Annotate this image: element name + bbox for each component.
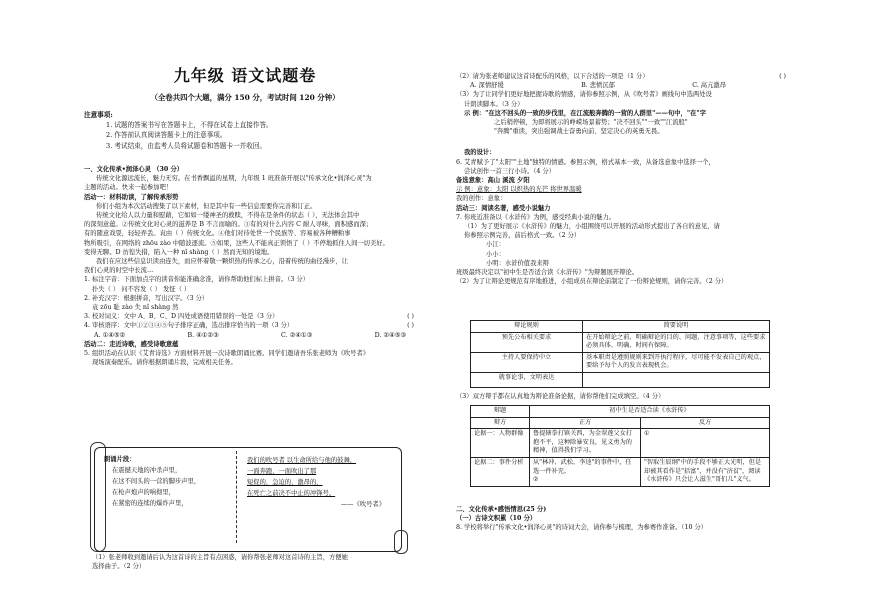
debate-evidence-table [470,405,770,487]
example-line: 之后稍停顿，为即将展示的峥嵘场景蓄势；"决不回头""一致""江流般" [494,119,688,127]
table-cell: 反方 [641,417,770,429]
question-6-line: 尝试创作一首三行小诗。（4 分） [464,167,556,175]
question-1: 1. 标注字音：下面加点字的读音你能准确念准，请你帮助他们标上拼音。（3 分） [84,276,309,284]
answer-line: 小明：水浒价值我来辩 [486,259,549,267]
my-creation-label: 我的创作：意象： [456,195,507,203]
notes-heading: 注意事项: [84,111,113,119]
paragraph-line: 你们小组为本次活动搜集了以下素材，但是其中有一些信息需要你完善和订正。 [96,202,317,210]
question-5-3-line: 计朗读脚本。（3 分） [464,100,524,108]
section-heading: 一、文化传承•润泽心灵 （30 分） [84,166,184,173]
table-cell: 辩方 [471,417,530,429]
left-column-part2 [84,553,414,571]
question-5-2-text: （2）请为张老师建议这首诗配乐的风格，以下合适的一项是（1 分） [456,73,649,80]
question-8: 8. 学校将举行"传承文化•润泽心灵"的诗词大会，请你参与梳理，为参赛作准备。（10 分） [456,524,708,532]
question-4-text: 4. 审核语序：文中①②③④⑤句子排序正确，选出排序恰当的一项（3 分） [84,322,294,330]
question-5: 5. 组织活动在认识《艾青诗选》方面材料开展一次诗歌朗诵比赛。同学们邀请吾乐张老师为《吹号者》 [84,350,370,358]
table-cell: 论据二：事件分析 [471,457,530,486]
table-cell: 预先公布相关要求 [471,332,583,352]
question-5-2: （2）请为张老师建议这首诗配乐的风格，以下合适的一项是（1 分） ( ) [456,73,786,80]
left-column-part1 [84,165,414,367]
question-2-blanks[interactable]: 袁 zōu 耻 zào 失 nǐ shàng 然 [92,304,179,312]
poem-left [104,454,229,509]
intro-line: 主题的活动。快来一起参加吧！ [84,184,173,192]
activity-heading: 活动一：材料助读，了解传承形势 [84,193,179,201]
table-header: 简要说明 [583,321,770,333]
note-item: 3. 考试结束，由监考人员将试题卷和答题卡一并收回。 [106,141,267,150]
paragraph-line: 我们心灵的时空中长流… [84,267,154,275]
example-line: "奔腾"重读，突出强调战士奋勇向前、坚定决心的英勇无畏。 [494,128,664,136]
poem-line: 在死亡之前决不中止的冲锋号。 [247,489,336,497]
debate-decision: 班级最终决定以"初中生是否适合读《水浒传》"为辩题展开辩论。 [456,269,639,277]
right-column-part2 [456,505,786,533]
question-4-options [84,331,414,340]
poem-line: 短促的，急迫的，激昂的， [247,478,323,486]
blank-number: ② [533,476,539,484]
question-5-3: （3）为了让同学们更好地把握诗歌的情感，请你参照示例，从《吹号者》画线句中选两处设 [456,91,712,99]
paragraph-line: 我们在应这些信息识读由连失，而应怀着敬一颗炽热的传承之心，沿着传统的曲径漫步，让 [96,258,348,266]
paragraph-line: 传统文化给人以力量和慰藉，它如如一缕神圣的救赎，不得在是条件的状态（ ），无法体会其中 [96,212,360,220]
poem-divider [236,451,237,543]
option[interactable]: A. 深情舒缓 [470,82,504,90]
table-cell: 就事论事，文明表达 [471,372,583,387]
poem-line: 在这不间头的一营的脚步声里， [112,478,201,485]
question-7-2: （2）为了让辩论更规范有序地推进，小组成员在辩论前制定了一份辩论规则，请你完善。（2 分） [456,278,728,286]
question-7-sub: （1）为了更好展示《水浒传》的魅力，小组围绕可以开展的活动形式提出了各自的意见，请 [464,223,720,231]
activity-heading: 活动三：阅读名著，感受小说魅力 [456,204,551,212]
poem-line: 一面奔跑，一面吹出了那 [247,467,317,475]
paragraph-line: 物所吸引，在网络的 zhōu zào 中随波逐流。⑤如果，这些人不能真正领悟了（ ）不停地抓住人间一切美好。 [84,239,389,247]
example-line: 示 例："在这不回头的一致的步伐里，在江流般奔腾的一营的人群里"——句中，"在"字 [464,109,707,117]
page-title: 九年级 语文试题卷 [173,66,317,85]
table-cell: 鲁提辖拳打镇关西，为金翠莲父女打抱不平，这种除暴安良，见义勇为的精神，值得我们学习。 [530,429,641,458]
table-cell-blank[interactable] [530,457,641,486]
question-5-options [456,81,786,90]
paragraph-line: 有的随意戏耍，轻轻弄丢。袁由（ ）传统文化。④他们对待处世一个民族等、容易被各种糟粕事 [84,230,351,238]
table-cell: 基本职责是遵照规则来到开执行程序，尽可能不发表自己的观点，要给予每个人的发言表现机会。 [583,352,770,372]
right-column-part1 [456,72,786,286]
notes [84,110,414,151]
table-cell: 正方 [530,417,641,429]
table-cell-blank[interactable] [583,372,770,387]
note-item: 1. 试题的答案书写在答题卡上，不得在试卷上直接作答。 [106,121,273,130]
question-4: 4. 审核语序：文中①②③④⑤句子排序正确，选出排序恰当的一项（3 分） ( ) [84,322,414,330]
poem-line: 我们的吹号者 以生命所给与他的鼓舞， [247,457,357,464]
table-cell: 辩题 [471,406,530,418]
intro-line: 传统文化源远流长，魅力无穷。在书香飘溢的星期，九年级 1 班准备开展以"传承文化•润泽心灵"为 [96,175,372,183]
question-5-sub: （1）张老师收到邀请后认为这首诗的主旨有点困惑，请你帮张老师对这首诗的主旨，方便她 [92,554,348,561]
question-7-3: （3）双方辩手都在认真地为辩论准备论据，请你帮他们完成填空。（4 分） [456,393,665,400]
table-cell-text: 从"林冲、武松、李逵"的事件中，任选一件补充。 [533,458,632,475]
question-7: 7. 你班近准备以《水浒传》为例，感受经典小说的魅力。 [456,213,616,221]
question-2: 2. 补充汉字：根据拼音，写出汉字。（3 分） [84,294,209,302]
poem-source: ——《吹号者》 [340,500,385,508]
paragraph-line: 的深刻意蕴。②传统文化对心灵的滋养是 B 不言而喻的。③有的对什么内容 C 耐人寻味，面积感而深； [84,221,373,229]
table-header: 辩论规则 [471,321,583,333]
subsection-heading: （一）古诗文积累（10 分） [456,515,537,523]
question-5-sub: 选择曲子。（2 分） [92,563,146,571]
example-poem: 示 例：意象：太阳 以炽热的光芒 将世界温暖 [456,186,582,194]
my-design-label[interactable]: 我的设计： [464,149,496,157]
question-3-text: 3. 校对词义：文中 A、B、C、D 四处成语使用错误的一处是（3 分） [84,313,279,321]
poem-line: 在紧密的连续的爆炸声里， [112,500,188,507]
table-cell: 主持人要保持中立 [471,352,583,372]
question-7-sub: 你参照示例完善，前后格式一致。（2 分） [464,232,581,240]
note-item: 2. 作答前认真阅读答题卡上的注意事项。 [106,131,227,140]
option[interactable]: B. 悲愤沉郁 [581,82,615,90]
question-6: 6. 艾青赋予了"太阳""土地"独特的情感。参照示例，格式基本一致，从备选意象中选择一个， [456,158,715,166]
option[interactable]: C. 高亢激昂 [692,82,726,90]
debate-rules-table [470,320,770,388]
page-subtitle: （全卷共四个大题，满分 150 分，考试时间 120 分钟） [150,93,340,102]
table-cell-blank[interactable] [641,429,770,458]
poem-line: 在震撼天地的冲杀声里， [112,467,182,474]
option[interactable]: C. ②④①③ [281,331,313,339]
poem-title: 朗诵片段： [104,456,136,463]
answer-line[interactable]: 小江： [486,241,505,249]
blank-number: ① [644,430,650,438]
table-cell: 在开始辩论之前，明确辩论的目的、问题、注意事项等，这些要求必须具体、明确、时间有保障。 [583,332,770,352]
question-5-line: 现场演奏配乐。请你根据朗诵片段，完成相关任务。 [92,359,237,367]
poem-right [247,456,397,511]
section-heading: 二、文化传承•感悟情思(25 分) [456,506,547,513]
image-options: 备选意象：高山 溪流 夕阳 [456,177,530,185]
my-creation[interactable] [456,194,786,203]
question-1-blanks[interactable]: 扑失（ ） 问不容发（ ） 发怔（ ） [92,285,191,293]
table-cell: "智取生辰纲"中的手段不够正大光明，但是却被其看作是"括富"，并没有"济贫"，阅读《水浒传》只会让人滋生"哥们儿"义气。 [641,457,770,486]
table-title: 初中生是否适合读《水浒传》 [530,406,770,418]
question-3: 3. 校对词义：文中 A、B、C、D 四处成语使用错误的一处是（3 分） ( ) [84,313,414,321]
activity-heading: 活动二：走近诗歌，感受诗歌意蕴 [84,340,179,348]
option[interactable]: B. ④①②③ [187,331,219,339]
answer-line[interactable]: 小小： [486,250,505,258]
option[interactable]: D. ②④⑤③ [374,331,406,339]
poem-line: 在枪声炮声的响彻里， [112,489,175,496]
option[interactable]: A. ①④⑤② [94,331,126,339]
table-cell: 论据一：人物群像 [471,429,530,458]
paragraph-line: 变得无聊。D 彷徨失措，陷入一种 nǐ shàng（ ）然而无知的境地。 [84,248,274,256]
